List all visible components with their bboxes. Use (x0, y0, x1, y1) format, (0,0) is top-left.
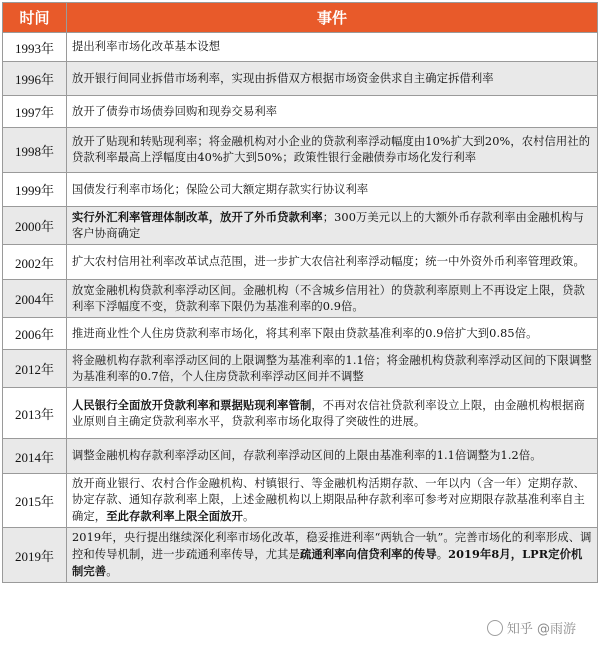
year-cell: 2013年 (3, 388, 67, 439)
table-row (3, 96, 598, 128)
event-cell (67, 96, 598, 128)
year-cell: 1996年 (3, 62, 67, 96)
year-cell: 2019年 (3, 528, 67, 583)
year-cell: 1998年 (3, 128, 67, 173)
table-row (3, 439, 598, 474)
year-cell: 2002年 (3, 245, 67, 280)
event-cell (67, 207, 598, 245)
year-cell: 1999年 (3, 173, 67, 207)
event-text-bold: 人民银行全面放开贷款利率和票据贴现利率管制 (72, 397, 312, 412)
table-row (3, 350, 598, 388)
table-row (3, 280, 598, 318)
event-cell (67, 388, 598, 439)
zhihu-logo-icon (487, 620, 503, 636)
year-cell: 2006年 (3, 318, 67, 350)
event-cell (67, 350, 598, 388)
table-body (3, 33, 598, 583)
year-cell: 1993年 (3, 33, 67, 62)
year-cell: 1997年 (3, 96, 67, 128)
table-row (3, 245, 598, 280)
event-text: 放开银行间同业拆借市场利率，实现由拆借双方根据市场资金供求自主确定拆借利率 (72, 71, 494, 85)
table-row (3, 33, 598, 62)
event-text: 放开了债券市场债券回购和现券交易利率 (72, 104, 278, 118)
table-row (3, 207, 598, 245)
table-row (3, 128, 598, 173)
event-cell (67, 173, 598, 207)
event-text: ，不再对农信社贷款利率设立上限，由金融机构根据商业原则自主确定贷款利率水平，贷款利率市场化取得了突破性的进展。 (72, 398, 585, 428)
event-text-bold: 至此存款利率上限全面放开 (106, 509, 243, 523)
event-text: 放宽金融机构贷款利率浮动区间。金融机构（不含城乡信用社）的贷款利率原则上不再设定上限，贷款利率下浮幅度不变，贷款利率下限仍为基准利率的0.9倍。 (72, 283, 585, 313)
reform-timeline-table (2, 2, 598, 583)
event-text: 将金融机构存款利率浮动区间的上限调整为基准利率的1.1倍；将金融机构贷款利率浮动区间的下限调整为基准利率的0.7倍，个人住房贷款利率浮动区间并不调整 (72, 353, 592, 383)
event-text: 放开商业银行、农村合作金融机构、村镇银行、等金融机构活期存款、一年以内（含一年）定期存款、协定存款、通知存款利率上限，上述金融机构以上期限品种存款利率可参考对应期限存款基准利率自主确定， (72, 477, 585, 523)
event-text-bold: 实行外汇利率管理体制改革，放开了外币贷款利率 (72, 210, 323, 224)
event-cell (67, 439, 598, 474)
event-cell (67, 318, 598, 350)
header-row (3, 3, 598, 33)
event-text: 放开了贴现和转贴现利率；将金融机构对小企业的贷款利率浮动幅度由10%扩大到20%，农村信用社的贷款利率最高上浮幅度由40%扩大到50%；政策性银行金融债券市场化发行利率 (72, 135, 591, 164)
year-cell: 2004年 (3, 280, 67, 318)
table-row (3, 318, 598, 350)
event-text: 国债发行利率市场化；保险公司大额定期存款实行协议利率 (72, 182, 369, 196)
event-cell (67, 528, 598, 583)
event-text: 。 (242, 510, 255, 523)
table-row (3, 528, 598, 583)
event-text: 推进商业性个人住房贷款利率市场化，将其利率下限由贷款基准利率的0.9倍扩大到0.85倍。 (72, 326, 538, 340)
event-text: ；300万美元以上的大额外币存款利率由金融机构与客户协商确定 (72, 211, 584, 240)
table-row (3, 173, 598, 207)
event-cell (67, 62, 598, 96)
event-text: 调整金融机构存款利率浮动区间，存款利率浮动区间的上限由基准利率的1.1倍调整为1.2倍。 (72, 449, 542, 462)
event-cell (67, 128, 598, 173)
event-cell (67, 33, 598, 62)
event-cell (67, 280, 598, 318)
event-cell (67, 474, 598, 528)
event-text-bold: 2019年8月，LPR定价机制完善 (72, 547, 583, 578)
table-row (3, 474, 598, 528)
year-cell: 2000年 (3, 207, 67, 245)
event-text: 提出利率市场化改革基本设想 (72, 40, 221, 53)
event-column-header: 事件 (67, 3, 598, 33)
event-cell (67, 245, 598, 280)
table-row (3, 388, 598, 439)
event-text: 扩大农村信用社利率改革试点范围，进一步扩大农信社利率浮动幅度；统一中外资外币利率管理政策。 (72, 255, 585, 268)
year-column-header: 时间 (3, 3, 67, 33)
year-cell: 2015年 (3, 474, 67, 528)
event-text: 。 (106, 565, 118, 578)
table-row (3, 62, 598, 96)
event-text-bold: 疏通利率向信贷利率的传导 (299, 547, 437, 561)
event-text: 。 (436, 548, 449, 561)
event-text: 2019年，央行提出继续深化利率市场化改革，稳妥推进利率“两轨合一轨”。完善市场化的利率形成、调控和传导机制，进一步疏通利率传导，尤其是 (72, 531, 592, 561)
watermark-text: 知乎 @雨游 (506, 622, 576, 637)
watermark (487, 618, 576, 637)
year-cell: 2014年 (3, 439, 67, 474)
year-cell: 2012年 (3, 350, 67, 388)
